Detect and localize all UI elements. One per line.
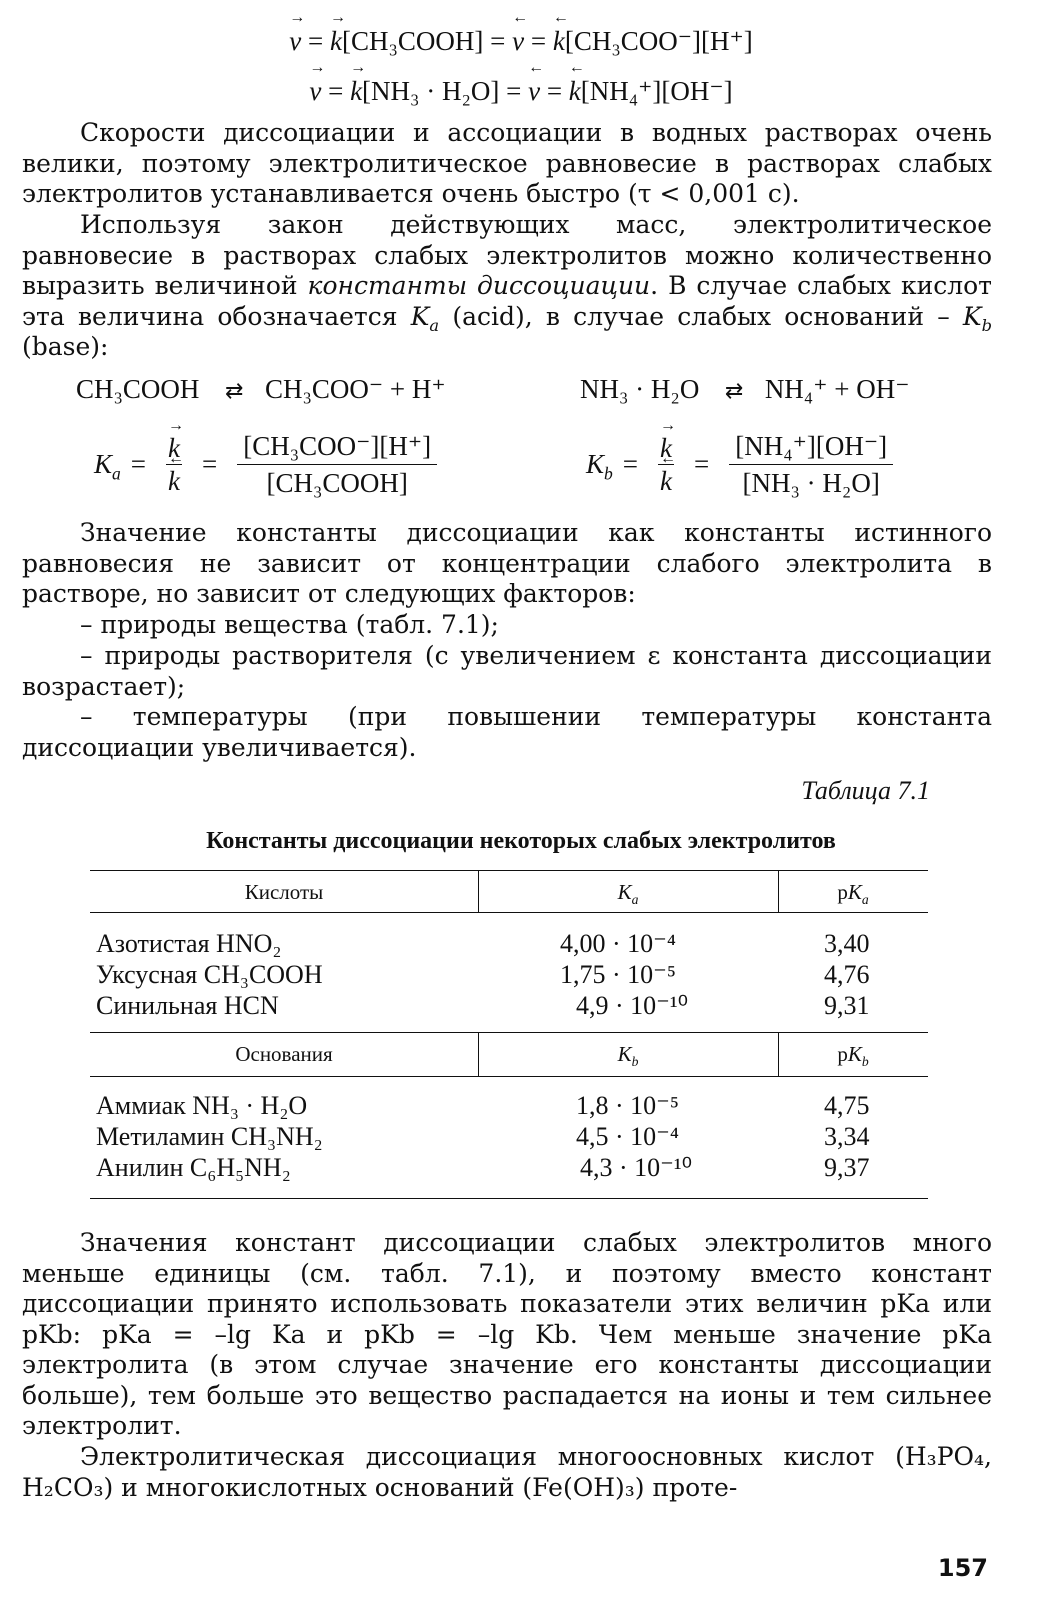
equilibrium-arrow-icon: ⇄ bbox=[224, 378, 240, 403]
table-header-kb: $K_b$ bbox=[617, 1042, 639, 1070]
symbol-kb: K bbox=[962, 301, 982, 331]
list-item bbox=[22, 610, 992, 641]
list-item-text: – природы вещества (табл. 7.1); bbox=[80, 610, 499, 639]
table-rule bbox=[90, 870, 928, 871]
term-dissociation-constant: константы диссоциации bbox=[307, 271, 651, 300]
paragraph-text: Скорости диссоциации и ассоциации в водных растворах очень велики, поэтому электролитическое равновесие в растворах слабых электролитов устанавливается очень быстро (τ < 0,001 с). bbox=[22, 118, 992, 208]
reaction-acetic-acid bbox=[76, 372, 446, 408]
table-cell-acid-name: Азотистая HNO₂ bbox=[96, 929, 282, 958]
reaction-products: NH₄⁺ + OH⁻ bbox=[764, 374, 910, 404]
kb-denominator: [NH₃ · H₂O] bbox=[742, 467, 880, 498]
paragraph-text: Используя закон действующих масс, электролитическое равновесие в растворах слабых электролитов можно количественно выразить величиной bbox=[22, 210, 992, 300]
table-rule bbox=[90, 1032, 928, 1033]
paragraph-rates bbox=[22, 118, 992, 210]
equation-right-concentration: [CH₃COO⁻][H⁺] bbox=[564, 26, 753, 56]
table-cell-ka: 4,00 · 10⁻⁴ bbox=[560, 929, 676, 958]
table-cell-kb: 4,5 · 10⁻⁴ bbox=[576, 1122, 679, 1151]
equation-rate-acetic: → v = → k[CH₃COOH] = ← v = ← k[CH₃COO⁻][H⁺] bbox=[0, 24, 1042, 58]
table-cell-kb: 1,8 · 10⁻⁵ bbox=[576, 1091, 679, 1120]
table-cell-ka: 1,75 · 10⁻⁵ bbox=[560, 960, 676, 989]
table-cell-base-name: Метиламин CH₃NH₂ bbox=[96, 1122, 323, 1151]
table-rule bbox=[90, 1076, 928, 1077]
table-cell-pkb: 9,37 bbox=[824, 1153, 870, 1182]
reaction-reactant: NH₃ · H₂O bbox=[580, 374, 700, 404]
table-rule bbox=[90, 912, 928, 913]
equation-left-concentration: [NH₃ · H₂O] bbox=[362, 76, 500, 106]
reaction-ammonia bbox=[580, 372, 909, 408]
table-header-pkb: $pK_b$ bbox=[837, 1042, 869, 1070]
list-item-text: – температуры (при повышении температуры константа диссоциации увеличивается). bbox=[22, 702, 992, 762]
reaction-products: CH₃COO⁻ + H⁺ bbox=[264, 374, 446, 404]
table-cell-pka: 9,31 bbox=[824, 991, 870, 1020]
rate-constant-ratio: → k ← k bbox=[166, 432, 182, 497]
table-cell-pka: 3,40 bbox=[824, 929, 870, 958]
ka-expression: $K_a$ = → k ← k = $\frac{\text{[CH₃COO⁻][H⁺]}}{\text{[CH₃COOH]}}$ bbox=[94, 424, 447, 504]
paragraph-text: (base): bbox=[22, 332, 109, 361]
paragraph-text: (acid), в случае слабых оснований – bbox=[439, 301, 963, 331]
table-cell-kb: 4,3 · 10⁻¹⁰ bbox=[580, 1153, 693, 1182]
table-title: Константы диссоциации некоторых слабых электролитов bbox=[206, 828, 836, 854]
paragraph-pk bbox=[22, 1228, 992, 1442]
kb-numerator: [NH₄⁺][OH⁻] bbox=[729, 430, 893, 465]
symbol-ka: K bbox=[410, 301, 430, 331]
table-cell-ka: 4,9 · 10⁻¹⁰ bbox=[576, 991, 689, 1020]
paragraph-factors bbox=[22, 518, 992, 610]
table-header-bases: Основания bbox=[235, 1042, 333, 1066]
ka-denominator: [CH₃COOH] bbox=[266, 467, 408, 498]
paragraph-text: . В случае слабых кислот эта величина обозначается bbox=[22, 271, 993, 331]
kb-expression: $K_b$ = → k ← k = $\frac{\text{[NH₄⁺][OH⁻]}}{\text{[NH₃ · H₂O]}}$ bbox=[586, 424, 903, 504]
kb-fraction bbox=[729, 430, 893, 499]
table-header-pka: $pK_a$ bbox=[837, 880, 869, 908]
table-caption: Таблица 7.1 bbox=[801, 776, 930, 805]
table-cell-acid-name: Синильная HCN bbox=[96, 991, 279, 1020]
reaction-reactant: CH₃COOH bbox=[76, 374, 200, 404]
equation-right-concentration: [NH₄⁺][OH⁻] bbox=[580, 76, 733, 106]
list-item bbox=[22, 702, 992, 763]
ka-numerator: [CH₃COO⁻][H⁺] bbox=[237, 430, 437, 465]
equation-left-concentration: [CH₃COOH] bbox=[341, 26, 484, 56]
table-cell-base-name: Анилин C₆H₅NH₂ bbox=[96, 1153, 291, 1182]
table-cell-pkb: 4,75 bbox=[824, 1091, 870, 1120]
table-cell-base-name: Аммиак NH₃ · H₂O bbox=[96, 1091, 308, 1120]
paragraph-text: Значение константы диссоциации как константы истинного равновесия не зависит от концентрации слабого электролита в растворе, но зависит от следующих факторов: bbox=[22, 518, 992, 608]
paragraph-text: Значения констант диссоциации слабых электролитов много меньше единицы (см. табл. 7.1), и поэтому вместо констант диссоциации принято использовать показатели этих величин pKa или pKb: pKa = –lg Ka и pKb = –lg Kb. Чем меньше значение pKa электролита (в этом случае значение его константы диссоциации больше), тем больше это вещество распадается на ионы и тем сильнее электролит. bbox=[22, 1228, 992, 1440]
table-cell-pka: 4,76 bbox=[824, 960, 870, 989]
page-number: 157 bbox=[937, 1554, 988, 1582]
table-cell-acid-name: Уксусная CH₃COOH bbox=[96, 960, 323, 989]
paragraph-text: Электролитическая диссоциация многоосновных кислот (H₃PO₄, H₂CO₃) и многокислотных оснований (Fe(OH)₃) проте- bbox=[22, 1442, 992, 1502]
paragraph-polybasic bbox=[22, 1442, 992, 1503]
table-header-ka: $K_a$ bbox=[617, 880, 639, 908]
symbol-kb-subscript: b bbox=[981, 315, 993, 335]
ka-fraction bbox=[237, 430, 437, 499]
table-header-acids: Кислоты bbox=[244, 880, 324, 904]
equilibrium-arrow-icon: ⇄ bbox=[724, 378, 740, 403]
rate-constant-ratio: → k ← k bbox=[658, 432, 674, 497]
table-cell-pkb: 3,34 bbox=[824, 1122, 870, 1151]
paragraph-dissociation-constant bbox=[22, 210, 992, 363]
symbol-ka-subscript: a bbox=[429, 315, 440, 335]
equation-rate-ammonia: → v = → k[NH₃ · H₂O] = ← v = ← k[NH₄⁺][OH⁻] bbox=[0, 74, 1042, 108]
list-item bbox=[22, 641, 992, 702]
list-item-text: – природы растворителя (с увеличением ε константа диссоциации возрастает); bbox=[22, 641, 992, 701]
table-rule bbox=[90, 1198, 928, 1199]
